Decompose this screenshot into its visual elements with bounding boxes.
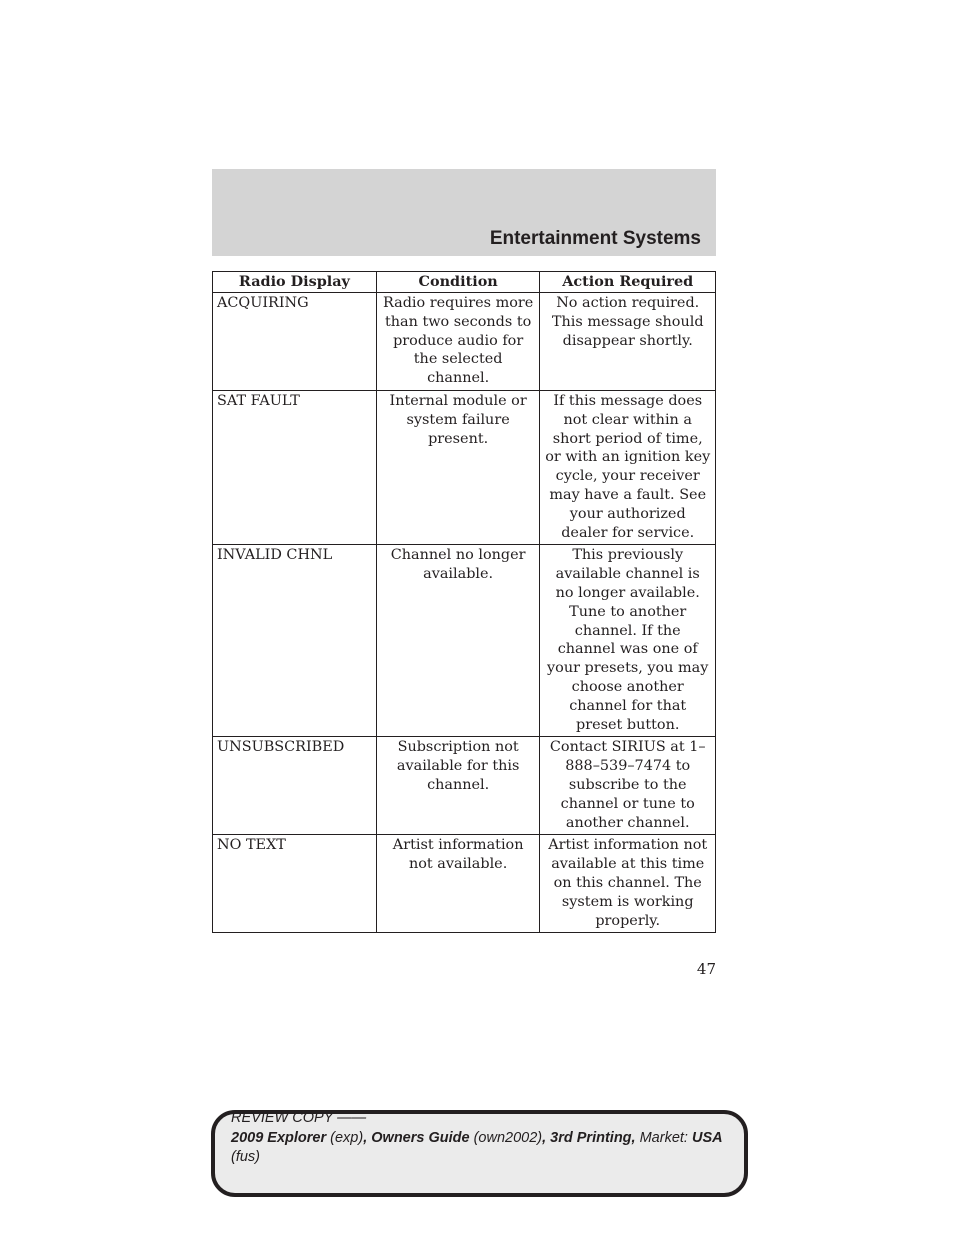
condition-cell: Internal module or system failure present.	[376, 390, 540, 544]
radio-display-cell: ACQUIRING	[213, 293, 377, 391]
page-number: 47	[696, 960, 716, 978]
guide-code: (own2002)	[473, 1129, 543, 1146]
table-header-row	[213, 272, 716, 293]
column-header-radio-display: Radio Display	[213, 272, 377, 293]
radio-display-cell: SAT FAULT	[213, 390, 377, 544]
action-cell: If this message does not clear within a short period of time, or with an ignition key cycle, your receiver may have a fault. See your authorized dealer for service.	[540, 390, 716, 544]
model-code: (exp)	[330, 1129, 364, 1146]
printing-label: , 3rd Printing,	[542, 1129, 636, 1146]
condition-cell: Channel no longer available.	[376, 545, 540, 737]
guide-name: , Owners Guide	[363, 1129, 470, 1146]
table-row	[213, 390, 716, 544]
review-copy-text	[231, 1109, 736, 1168]
condition-cell: Artist information not available.	[376, 835, 540, 933]
market-code: (fus)	[231, 1149, 260, 1165]
market-label: Market:	[639, 1129, 688, 1146]
table-row	[213, 545, 716, 737]
market-name: USA	[691, 1129, 723, 1146]
radio-display-table	[212, 271, 716, 933]
condition-cell: Radio requires more than two seconds to produce audio for the selected channel.	[376, 293, 540, 391]
action-cell: No action required. This message should disappear shortly.	[540, 293, 716, 391]
action-cell: Contact SIRIUS at 1–888–539–7474 to subscribe to the channel or tune to another channel.	[540, 737, 716, 835]
action-cell: Artist information not available at this time on this channel. The system is working properly.	[540, 835, 716, 933]
section-header-band	[212, 169, 716, 256]
radio-display-cell: INVALID CHNL	[213, 545, 377, 737]
column-header-condition: Condition	[376, 272, 540, 293]
action-cell: This previously available channel is no longer available. Tune to another channel. If the channel was one of your presets, you may choose another channel for that preset button.	[540, 545, 716, 737]
table-row	[213, 293, 716, 391]
review-copy-label: REVIEW COPY ——	[231, 1110, 367, 1126]
table-row	[213, 835, 716, 933]
condition-cell: Subscription not available for this channel.	[376, 737, 540, 835]
column-header-action-required: Action Required	[540, 272, 716, 293]
section-title: Entertainment Systems	[489, 228, 701, 249]
model-name: 2009 Explorer	[231, 1129, 327, 1146]
radio-display-cell: NO TEXT	[213, 835, 377, 933]
radio-display-cell: UNSUBSCRIBED	[213, 737, 377, 835]
table-row	[213, 737, 716, 835]
